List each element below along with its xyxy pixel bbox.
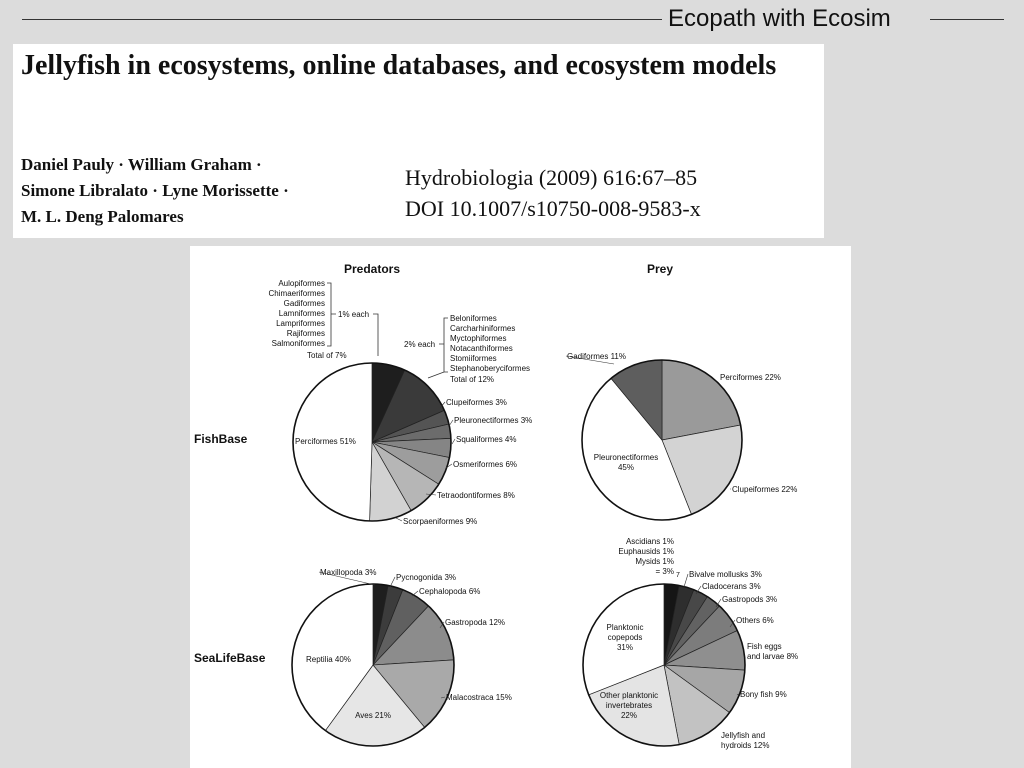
paper-header-image — [13, 44, 824, 238]
group-2pct-total: Total of 12% — [450, 375, 495, 384]
group-1pct-item: Chimaeriformes — [268, 289, 325, 298]
group-2pct-leader — [428, 372, 444, 378]
paper-citation-block — [405, 162, 701, 224]
prey-small-group — [618, 537, 674, 576]
pie-chart — [292, 568, 512, 746]
slice-label: Reptilia 40% — [306, 655, 351, 664]
group-2pct-bracket — [439, 318, 448, 372]
figure-svg — [190, 246, 851, 768]
sealifebase-row-label: SeaLifeBase — [194, 651, 266, 665]
group-1pct-item: Salmoniformes — [271, 339, 325, 348]
group-1pct-item: Gadiformes — [283, 299, 325, 308]
slice-label: Clupeiformes 22% — [732, 485, 798, 494]
slice-label: Others 6% — [736, 616, 774, 625]
slice-leader-line — [449, 420, 453, 426]
group-2pct-item: Beloniformes — [450, 314, 497, 323]
slice-label: Aves 21% — [355, 711, 391, 720]
slice-label: Other planktonic invertebrates 22% — [599, 691, 659, 720]
group-1pct-list — [269, 279, 325, 348]
slice-label: Gadiformes 11% — [567, 352, 626, 361]
header-rule-left — [22, 19, 662, 20]
slice-label: Clupeiformes 3% — [446, 398, 507, 407]
slice-label: Pleuronectiformes 3% — [454, 416, 533, 425]
slice-label: Tetraodontiformes 8% — [437, 491, 515, 500]
slice-label: Perciformes 22% — [720, 373, 781, 382]
slice-leader-line — [452, 439, 455, 444]
slice-label: Bony fish 9% — [740, 690, 787, 699]
author-line: Daniel Pauly · William Graham · — [21, 155, 262, 174]
prey-small-line: Ascidians 1% — [625, 537, 674, 546]
group-1pct-total: Total of 7% — [307, 351, 347, 360]
slice-label: Bivalve mollusks 3% — [689, 570, 762, 579]
pie-chart-figure — [190, 246, 851, 768]
prey-heading: Prey — [646, 262, 674, 276]
pie-chart — [566, 352, 797, 520]
doi: DOI 10.1007/s10750-008-9583-x — [405, 196, 701, 221]
slice-label: Fish eggs and larvae 8% — [747, 642, 799, 661]
slice-leader-line — [390, 577, 395, 587]
slice-label: Gastropods 3% — [722, 595, 778, 604]
prey-small-line: = 3% — [655, 567, 674, 576]
slide-header-title: Ecopath with Ecosim — [668, 5, 891, 32]
slice-label: Pycnogonida 3% — [396, 573, 457, 582]
group-2pct-item: Notacanthiformes — [450, 344, 513, 353]
group-2pct-item: Myctophiformes — [450, 334, 507, 343]
fishbase-row-label: FishBase — [194, 432, 248, 446]
slice-label: Osmeriformes 6% — [453, 460, 518, 469]
slice-label: Maxillopoda 3% — [320, 568, 377, 577]
slice-label: Cephalopoda 6% — [419, 587, 481, 596]
slice-label: Planktonic copepods 31% — [606, 623, 644, 652]
slice-label: Squaliformes 4% — [456, 435, 517, 444]
group-2pct-list — [450, 314, 530, 384]
header-rule-right — [930, 19, 1004, 20]
group-2pct-label: 2% each — [404, 340, 436, 349]
slice-label: Gastropoda 12% — [445, 618, 506, 627]
slice-label: Perciformes 51% — [295, 437, 356, 446]
prey-small-line: Euphausids 1% — [618, 547, 674, 556]
slice-label: Jellyfish and hydroids 12% — [721, 731, 770, 750]
slice-leader-line — [684, 574, 688, 587]
group-2pct-item: Stomiiformes — [450, 354, 497, 363]
pie-chart — [583, 570, 798, 750]
group-1pct-item: Lamniformes — [278, 309, 325, 318]
group-1pct-item: Lampriformes — [276, 319, 325, 328]
paper-title: Jellyfish in ecosystems, online databases, and ecosystem models — [21, 50, 777, 81]
slice-label: Malacostraca 15% — [446, 693, 512, 702]
slice-label: Scorpaeniformes 9% — [403, 517, 478, 526]
paper-authors — [21, 152, 289, 230]
slice-label: Cladocerans 3% — [702, 582, 761, 591]
pie-chart — [293, 363, 532, 526]
group-1pct-leader — [373, 314, 378, 356]
predators-heading: Predators — [343, 262, 401, 276]
slice-leader-line — [396, 518, 402, 521]
group-1pct-item: Aulopiformes — [278, 279, 325, 288]
group-1pct-label: 1% each — [338, 310, 370, 319]
group-2pct-item: Stephanoberyciformes — [450, 364, 531, 373]
prey-small-line: Mysids 1% — [635, 557, 674, 566]
group-1pct-item: Rajiformes — [286, 329, 325, 338]
group-1pct-bracket — [327, 283, 336, 346]
slice-label: Pleuronectiformes 45% — [593, 453, 659, 472]
prey-small-mark: 7 — [676, 572, 680, 579]
group-2pct-item: Carcharhiniformes — [450, 324, 516, 333]
author-line: Simone Libralato · Lyne Morissette · — [21, 181, 289, 200]
author-line: M. L. Deng Palomares — [21, 207, 184, 226]
journal-citation: Hydrobiologia (2009) 616:67–85 — [405, 165, 698, 190]
